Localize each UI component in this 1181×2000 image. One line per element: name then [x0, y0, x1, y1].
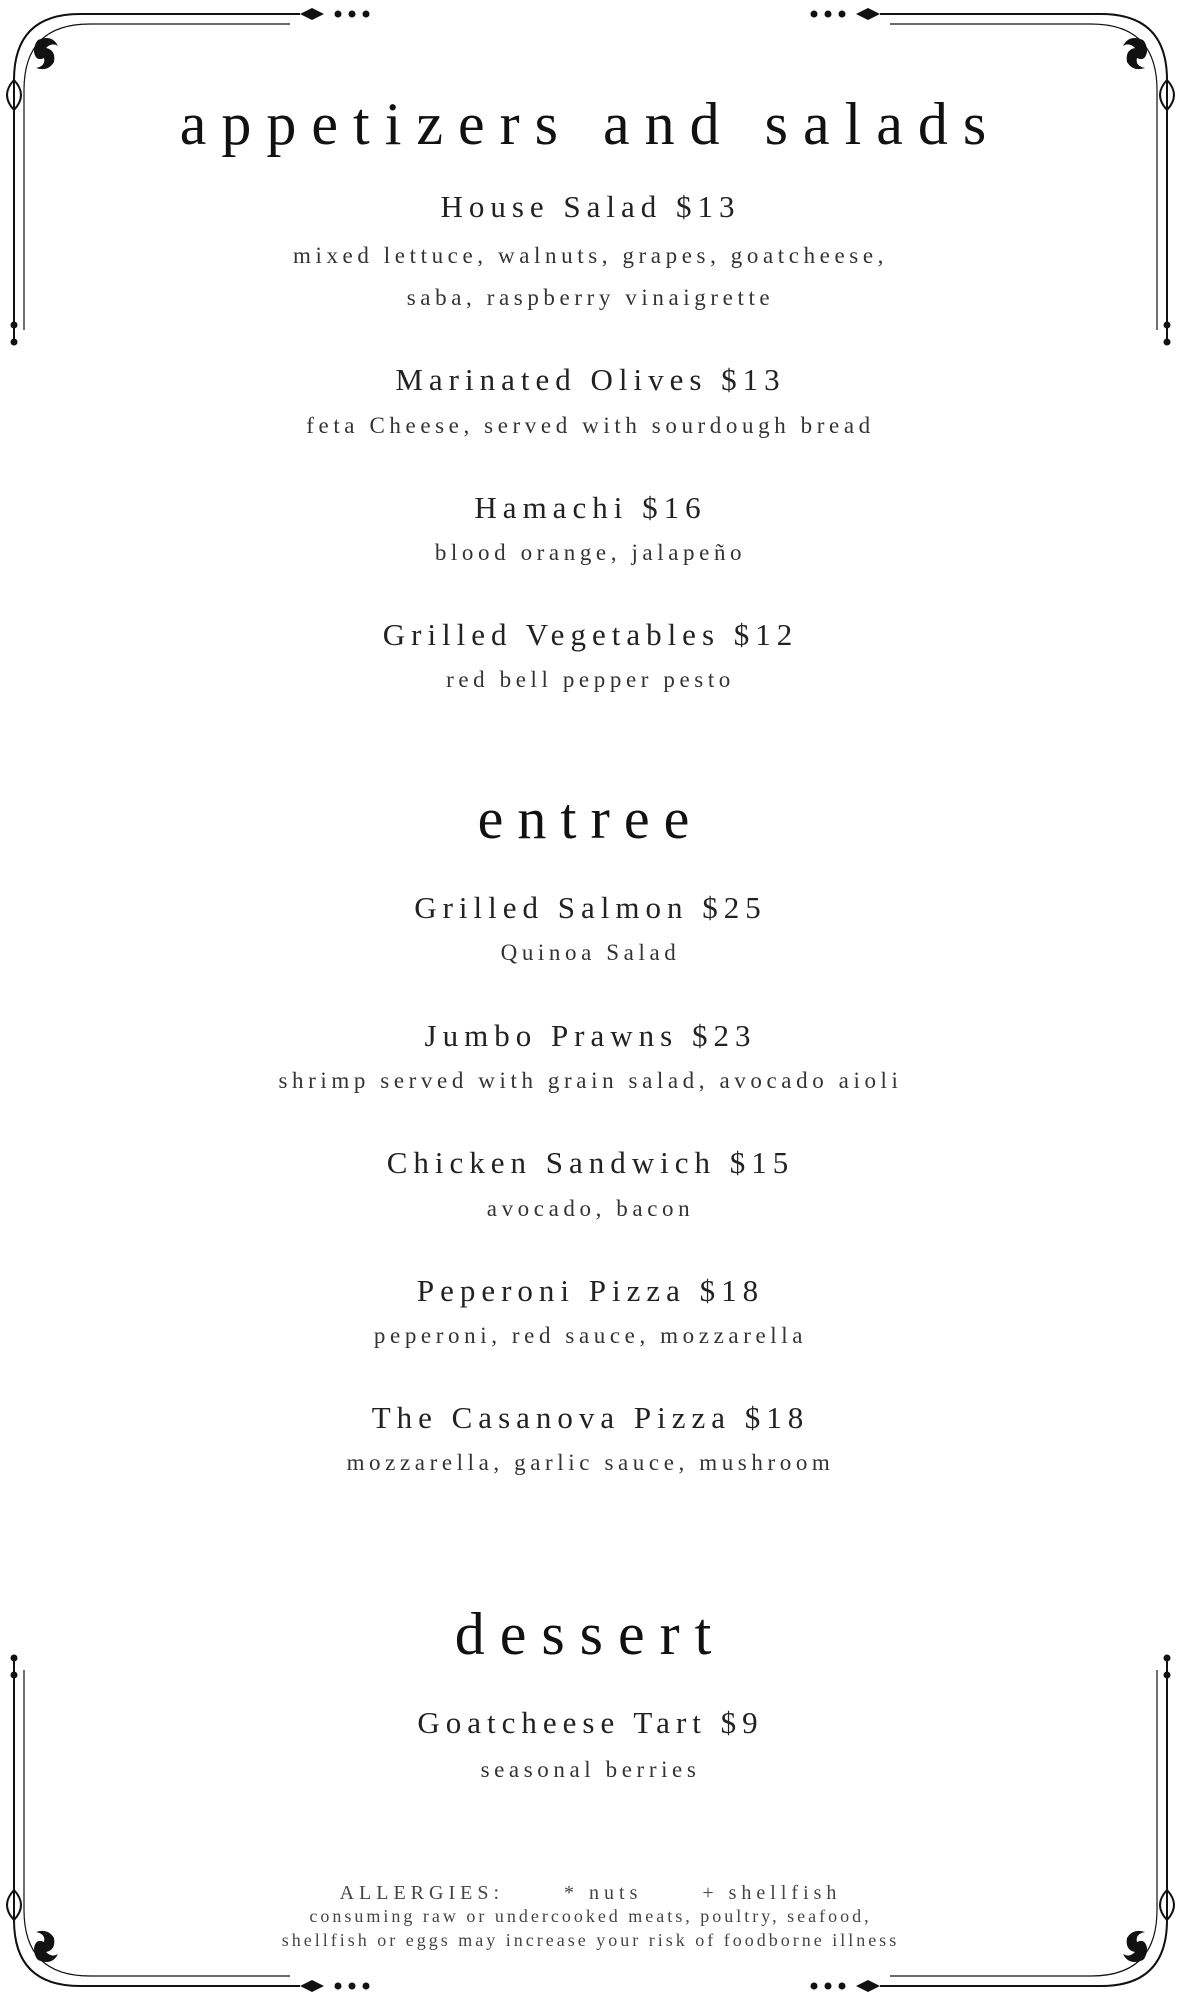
menu-item-name: Peperoni Pizza $18: [416, 1273, 765, 1308]
menu-item-description: saba, raspberry vinaigrette: [406, 285, 775, 310]
food-safety-warning: consuming raw or undercooked meats, poultry, seafood,: [309, 1906, 872, 1926]
section-title-appetizers: appetizers and salads: [179, 91, 1002, 157]
menu-item-description: peperoni, red sauce, mozzarella: [373, 1323, 808, 1348]
menu-item-description: avocado, bacon: [486, 1196, 695, 1221]
section-title-entree: entree: [477, 786, 704, 851]
menu-item-description: Quinoa Salad: [500, 940, 681, 965]
menu-item-description: blood orange, jalapeño: [434, 540, 747, 565]
menu-item-name: House Salad $13: [440, 189, 741, 224]
menu-item-name: The Casanova Pizza $18: [371, 1400, 810, 1435]
menu-item-name: Chicken Sandwich $15: [386, 1145, 795, 1180]
menu-item-name: Grilled Vegetables $12: [382, 617, 799, 652]
menu-item-name: Grilled Salmon $25: [414, 890, 767, 925]
section-title-dessert: dessert: [454, 1601, 727, 1667]
allergy-nuts: * nuts: [564, 1882, 643, 1904]
menu-item-description: mixed lettuce, walnuts, grapes, goatcheese,: [292, 243, 889, 268]
menu-item-name: Goatcheese Tart $9: [417, 1705, 764, 1740]
menu-item-description: red bell pepper pesto: [446, 667, 735, 692]
menu-item-description: shrimp served with grain salad, avocado aioli: [278, 1068, 903, 1093]
food-safety-warning: shellfish or eggs may increase your risk of foodborne illness: [281, 1930, 900, 1950]
menu-item-name: Jumbo Prawns $23: [424, 1018, 757, 1053]
menu-item-description: mozzarella, garlic sauce, mushroom: [346, 1450, 835, 1475]
allergies-legend: [0, 1882, 1181, 1905]
allergy-shellfish: + shellfish: [702, 1882, 842, 1904]
menu-item-name: Hamachi $16: [474, 490, 707, 525]
allergies-label: ALLERGIES:: [339, 1882, 505, 1904]
menu-item-description: feta Cheese, served with sourdough bread: [306, 413, 875, 438]
menu-item-name: Marinated Olives $13: [395, 362, 786, 397]
menu-item-description: seasonal berries: [480, 1757, 701, 1782]
